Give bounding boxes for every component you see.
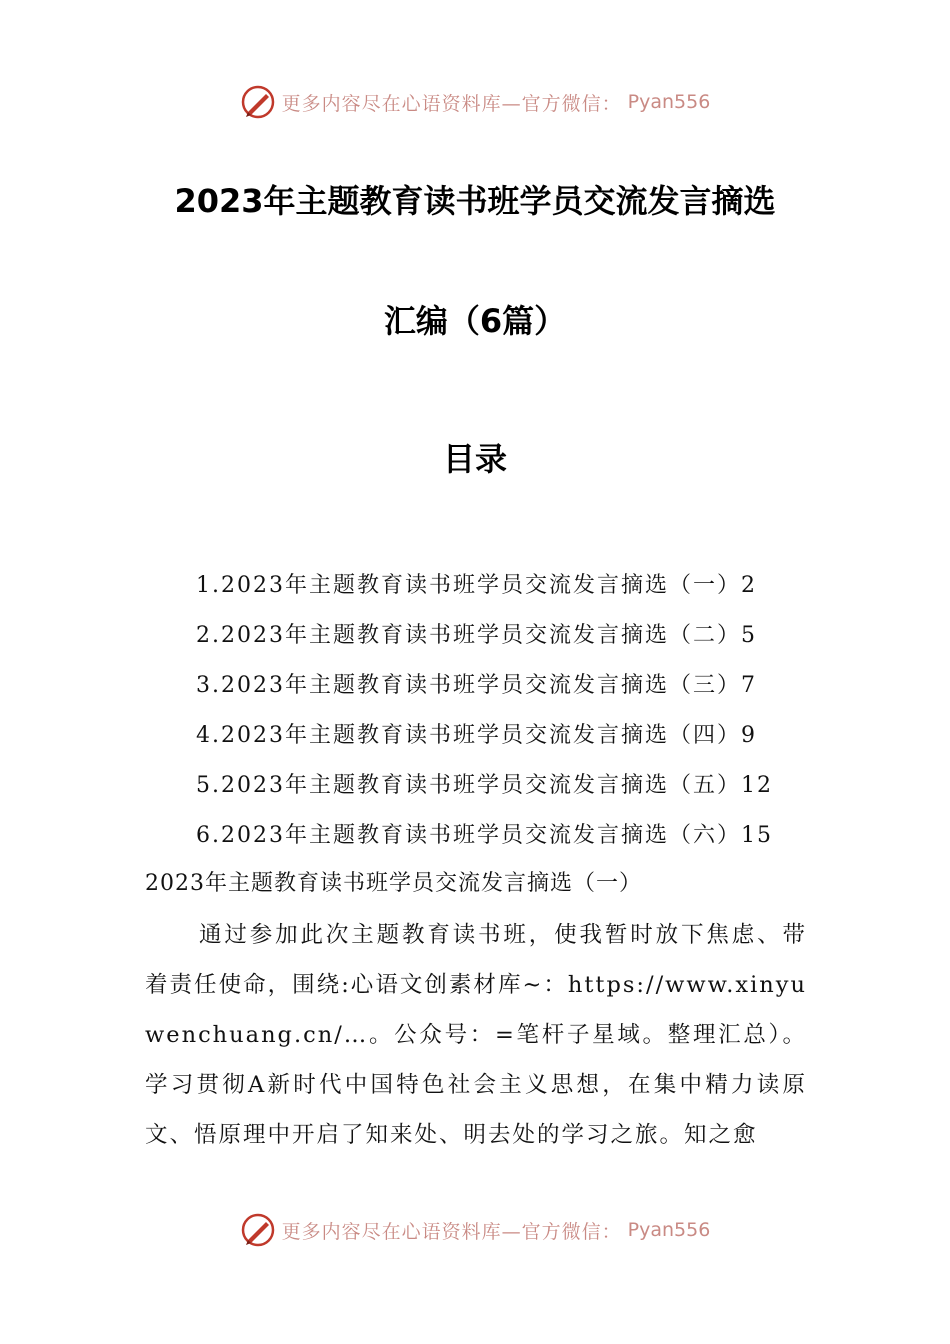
toc-heading: 目录 [442,440,507,478]
toc-entry[interactable]: 6.2023年主题教育读书班学员交流发言摘选（六）15 [196,823,773,848]
watermark-id: Pyan556 [627,1219,711,1241]
toc-entry[interactable]: 1.2023年主题教育读书班学员交流发言摘选（一）2 [196,573,757,598]
table-of-contents [196,566,773,866]
toc-entry[interactable]: 3.2023年主题教育读书班学员交流发言摘选（三）7 [196,673,757,698]
document-title-line2: 汇编（6篇） [383,302,567,340]
watermark-text: 更多内容尽在心语资料库—官方微信： [281,92,622,115]
toc-entry[interactable]: 2.2023年主题教育读书班学员交流发言摘选（二）5 [196,623,757,648]
body-paragraph: 通过参加此次主题教育读书班，使我暂时放下焦虑、带着责任使命，围绕:心语文创素材库~：https://www.xinyuwenchuang.cn/…。公众号：=笔杆子星域。整理汇总）。学习贯彻A新时代中国特色社会主义思想，在集中精力读原文、悟原理中开启了知来处、明去处的学习之旅。知之愈 [145,922,807,1148]
section-title: 2023年主题教育读书班学员交流发言摘选（一） [145,871,642,896]
document-title: 2023年主题教育读书班学员交流发言摘选 [174,182,776,220]
pen-circle-icon [240,1212,276,1248]
pen-circle-icon [240,84,276,120]
watermark-text: 更多内容尽在心语资料库—官方微信： [281,1220,622,1243]
toc-entry[interactable]: 5.2023年主题教育读书班学员交流发言摘选（五）12 [196,773,773,798]
toc-entry[interactable]: 4.2023年主题教育读书班学员交流发言摘选（四）9 [196,723,757,748]
watermark-id: Pyan556 [627,91,711,113]
watermark-footer [0,1210,950,1250]
watermark-header [0,82,950,122]
